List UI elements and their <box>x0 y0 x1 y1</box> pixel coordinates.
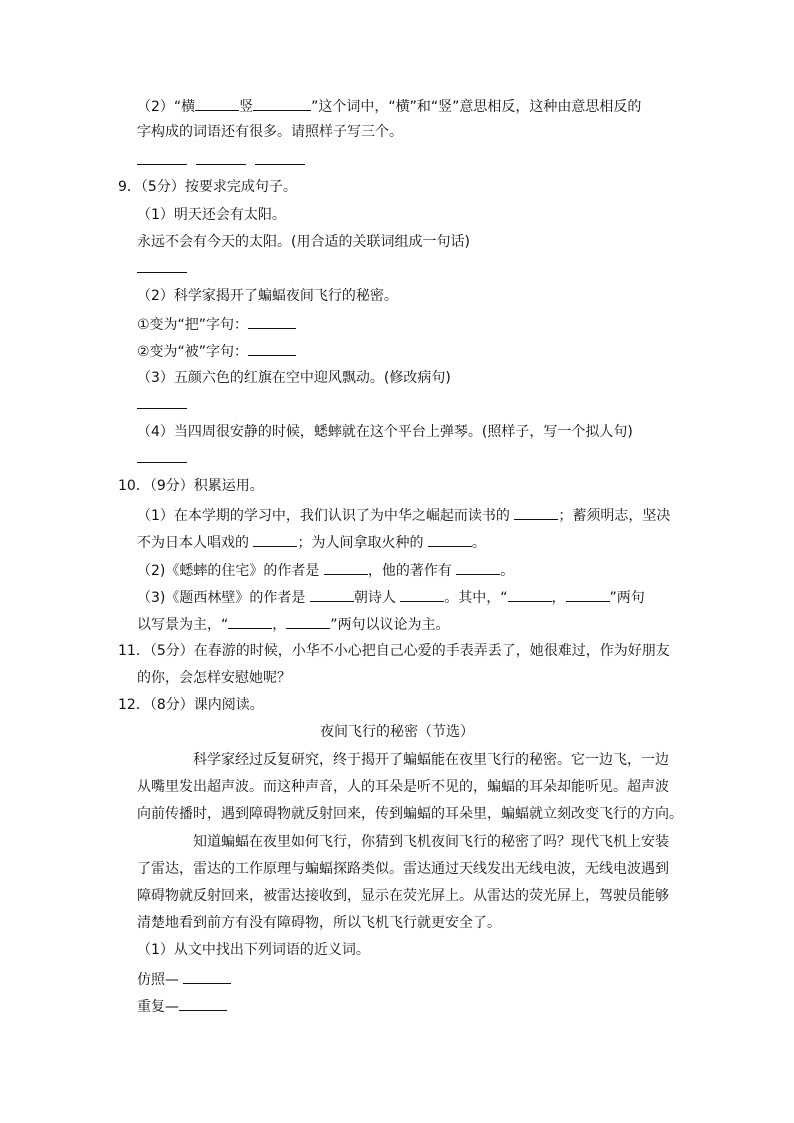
answer-blank[interactable] <box>179 996 227 1011</box>
answer-blank[interactable] <box>324 560 368 575</box>
q9-1-blank <box>137 258 187 278</box>
answer-blank[interactable] <box>228 614 272 629</box>
q9-heading: 9．（5分）按要求完成句子。 <box>118 179 297 195</box>
passage-p2-line: 障碍物就反射回来，被雷达接收到，显示在荧光屏上。从雷达的荧光屏上，驾驶员能够 <box>137 888 669 904</box>
q9-1b: 永远不会有今天的太阳。(用合适的关联词组成一句话) <box>137 234 470 250</box>
passage-title: 夜间飞行的秘密（节选） <box>320 724 474 740</box>
answer-blank[interactable] <box>137 150 187 165</box>
answer-blank[interactable] <box>253 96 311 111</box>
answer-blank[interactable] <box>137 394 187 409</box>
q9-4-blank <box>137 448 187 468</box>
answer-blank[interactable] <box>310 587 354 602</box>
q9-2a: ①变为“把”字句： <box>137 314 296 334</box>
answer-blank[interactable] <box>183 969 231 984</box>
q10-line5: 以写景为主，“ ， ”两句以议论为主。 <box>137 614 450 634</box>
answer-blank[interactable] <box>456 560 500 575</box>
q9-1: （1）明天还会有太阳。 <box>137 207 286 223</box>
q11-line2: 的你，会怎样安慰她呢？ <box>137 670 291 686</box>
q12-1-word2: 重复— <box>137 996 227 1016</box>
answer-blank[interactable] <box>195 96 239 111</box>
passage-p2-line: 清楚地看到前方有没有障碍物，所以飞机飞行就更安全了。 <box>137 915 501 931</box>
q9-3-blank <box>137 394 187 414</box>
answer-blank[interactable] <box>248 341 296 356</box>
q8-2-blanks <box>137 150 305 170</box>
q8-2-line1: （2）“横 竖 ”这个词中，“横”和“竖”意思相反，这种由意思相反的 <box>137 96 641 116</box>
q9-4: （4）当四周很安静的时候，蟋蟀就在这个平台上弹琴。(照样子，写一个拟人句) <box>137 424 633 440</box>
q12-heading: 12．（8分）课内阅读。 <box>118 697 264 713</box>
answer-blank[interactable] <box>566 587 610 602</box>
q9-2b: ②变为“被”字句： <box>137 341 296 361</box>
answer-blank[interactable] <box>248 314 296 329</box>
passage-p1-line: 从嘴里发出超声波。而这种声音，人的耳朵是听不见的，蝙蝠的耳朵却能听见。超声波 <box>137 779 669 795</box>
q12-1-word1: 仿照— <box>137 969 231 989</box>
answer-blank[interactable] <box>514 505 558 520</box>
q8-2-line2: 字构成的词语还有很多。请照样子写三个。 <box>137 124 403 140</box>
passage-p2-line: 了雷达，雷达的工作原理与蝙蝠探路类似。雷达通过天线发出无线电波，无线电波遇到 <box>137 861 669 877</box>
q9-3: （3）五颜六色的红旗在空中迎风飘动。(修改病句) <box>137 370 451 386</box>
q12-1: （1）从文中找出下列词语的近义词。 <box>137 942 370 958</box>
answer-blank[interactable] <box>286 614 330 629</box>
answer-blank[interactable] <box>196 150 246 165</box>
passage-p2-line: 知道蝙蝠在夜里如何飞行，你猜到飞机夜间飞行的秘密了吗？现代飞机上安装 <box>193 834 669 850</box>
answer-blank[interactable] <box>400 587 444 602</box>
answer-blank[interactable] <box>137 448 187 463</box>
answer-blank[interactable] <box>428 532 472 547</box>
passage-p1-line: 向前传播时，遇到障碍物就反射回来，传到蝙蝠的耳朵里，蝙蝠就立刻改变飞行的方向。 <box>137 806 683 822</box>
q9-2: （2）科学家揭开了蝙蝠夜间飞行的秘密。 <box>137 288 398 304</box>
q10-line2: 不为日本人唱戏的 ；为人间拿取火种的 。 <box>137 532 486 552</box>
q10-line4: （3)《题西林壁》的作者是 朝诗人 。其中，“ ， ”两句 <box>137 587 645 607</box>
answer-blank[interactable] <box>137 258 187 273</box>
q10-line3: （2)《蟋蟀的住宅》的作者是 ，他的著作有 。 <box>137 560 514 580</box>
passage-p1-line: 科学家经过反复研究，终于揭开了蝙蝠能在夜里飞行的秘密。它一边飞，一边 <box>193 752 669 768</box>
answer-blank[interactable] <box>508 587 552 602</box>
answer-blank[interactable] <box>255 150 305 165</box>
q11-line1: 11．（5分）在春游的时候，小华不小心把自己心爱的手表弄丢了，她很难过，作为好朋友 <box>118 643 670 659</box>
q10-heading: 10．（9分）积累运用。 <box>118 478 264 494</box>
answer-blank[interactable] <box>253 532 297 547</box>
q10-line1: （1）在本学期的学习中，我们认识了为中华之崛起而读书的 ；蓄须明志，坚决 <box>137 505 670 525</box>
